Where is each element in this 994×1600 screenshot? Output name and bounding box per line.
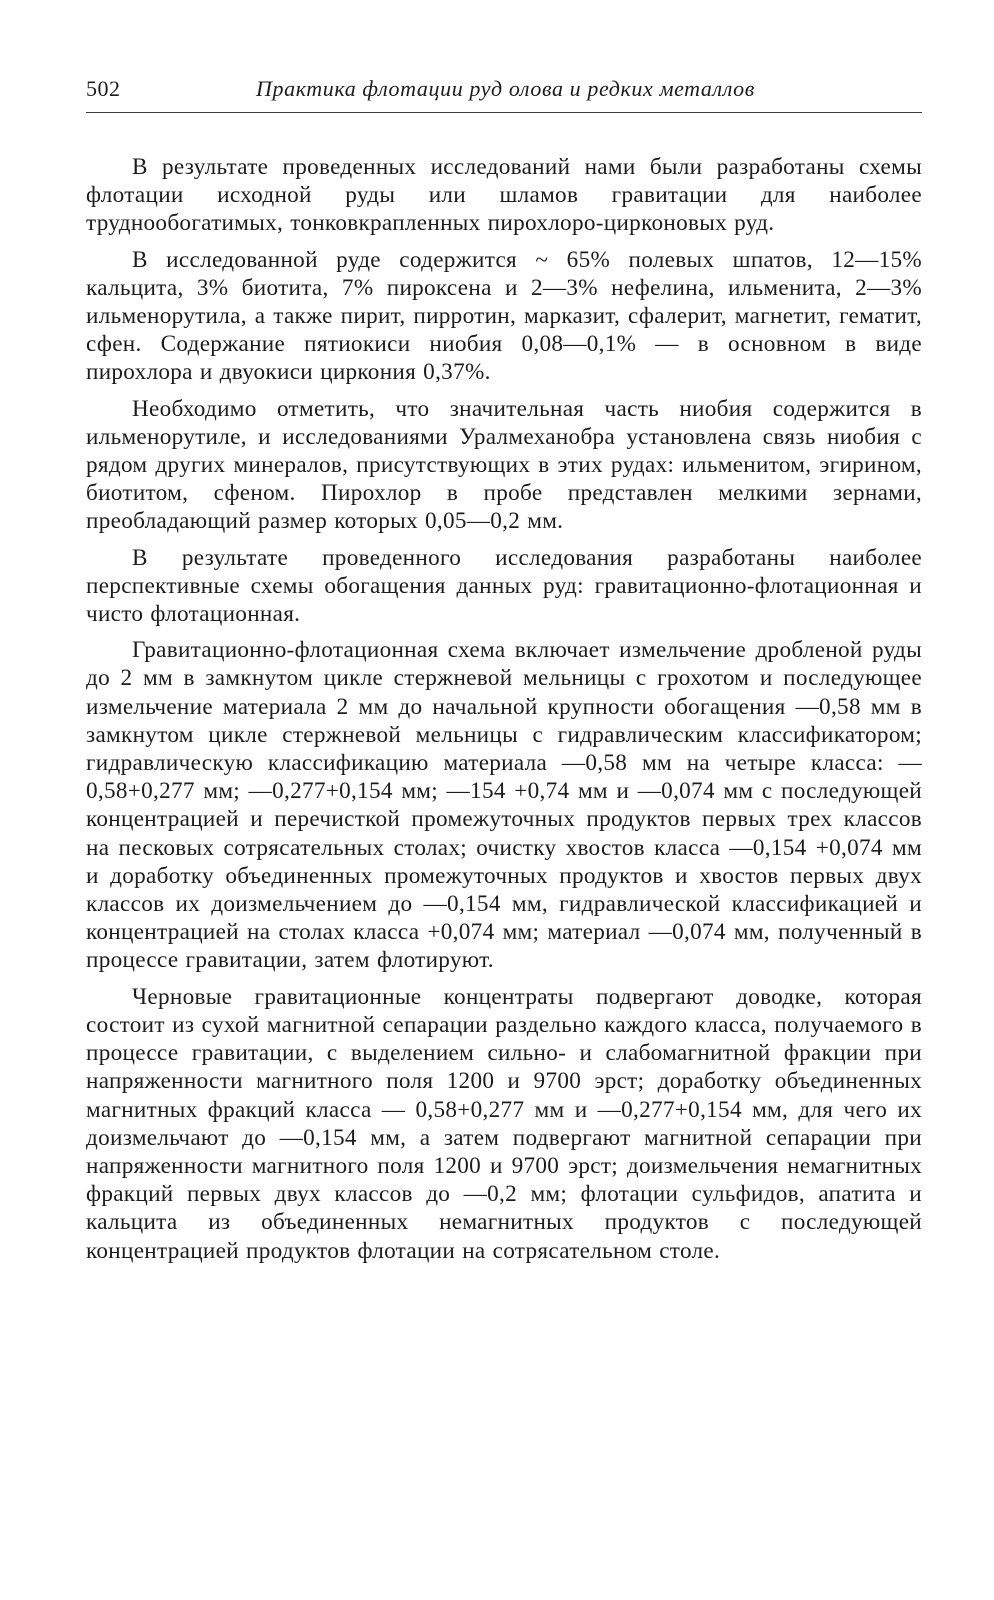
book-page [86,72,922,1265]
running-header [86,72,922,113]
paragraph-gravity-flotation-scheme: Гравитационно-флотационная схема включает измельчение дробленой руды до 2 мм в замкнутом цикле стержневой мельницы с грохотом и последующее измельчение материала 2 мм до начальной крупности обогащения —0,58 мм в замкнутом цикле стержневой мельницы с гидравлическим классификатором; гидравлическую классификацию материала —0,58 мм на четыре класса: —0,58+0,277 мм; —0,277+0,154 мм; —154 +0,74 мм и —0,074 мм с последующей концентрацией и перечисткой промежуточных продуктов первых трех классов на песковых сотрясательных столах; очистку хвостов класса —0,154 +0,074 мм и доработку объединенных промежуточных продуктов и хвостов первых двух классов их доизмельчением до —0,154 мм, гидравлической классификацией и концентрацией на столах класса +0,074 мм; материал —0,074 мм, полученный в процессе гравитации, затем флотируют. [86,637,922,974]
paragraph-developed-schemes: В результате проведенного исследования разработаны наиболее перспективные схемы обогащения данных руд: гравитационно-флотационная и чисто флотационная. [86,544,922,628]
paragraph-concentrate-finishing: Черновые гравитационные концентраты подвергают доводке, которая состоит из сухой магнитной сепарации раздельно каждого класса, получаемого в процессе гравитации, с выделением сильно- и слабомагнитной фракции при напряженности магнитного поля 1200 и 9700 эрст; доработку объединенных магнитных фракций класса — 0,58+0,277 мм и —0,277+0,154 мм, для чего их доизмельчают до —0,154 мм, а затем подвергают магнитной сепарации при напряженности магнитного поля 1200 и 9700 эрст; доизмельчения немагнитных фракций первых двух классов до —0,2 мм; флотации сульфидов, апатита и кальцита из объединенных немагнитных продуктов с последующей концентрацией продуктов флотации на сотрясательном столе. [86,983,922,1264]
running-title: Практика флотации руд олова и редких металлов [256,76,755,101]
paragraph-niobium-distribution: Необходимо отметить, что значительная часть ниобия содержится в ильменорутиле, и исследованиями Уралмеханобра установлена связь ниобия с рядом других минералов, присутствующих в этих рудах: ильменитом, эгирином, биотитом, сфеном. Пирохлор в пробе представлен мелкими зернами, преобладающий размер которых 0,05—0,2 мм. [86,395,922,535]
body-text [86,153,922,1265]
paragraph-research-results: В результате проведенных исследований нами были разработаны схемы флотации исходной руды или шламов гравитации для наиболее труднообогатимых, тонковкрапленных пирохлоро-цирконовых руд. [86,154,922,237]
page-number: 502 [86,76,121,101]
paragraph-ore-composition: В исследованной руде содержится ~ 65% полевых шпатов, 12—15% кальцита, 3% биотита, 7% пироксена и 2—3% нефелина, ильменита, 2—3% ильменорутила, а также пирит, пирротин, марказит, сфалерит, магнетит, гематит, сфен. Содержание пятиокиси ниобия 0,08—0,1% — в основном в виде пирохлора и двуокиси циркония 0,37%. [86,246,922,386]
